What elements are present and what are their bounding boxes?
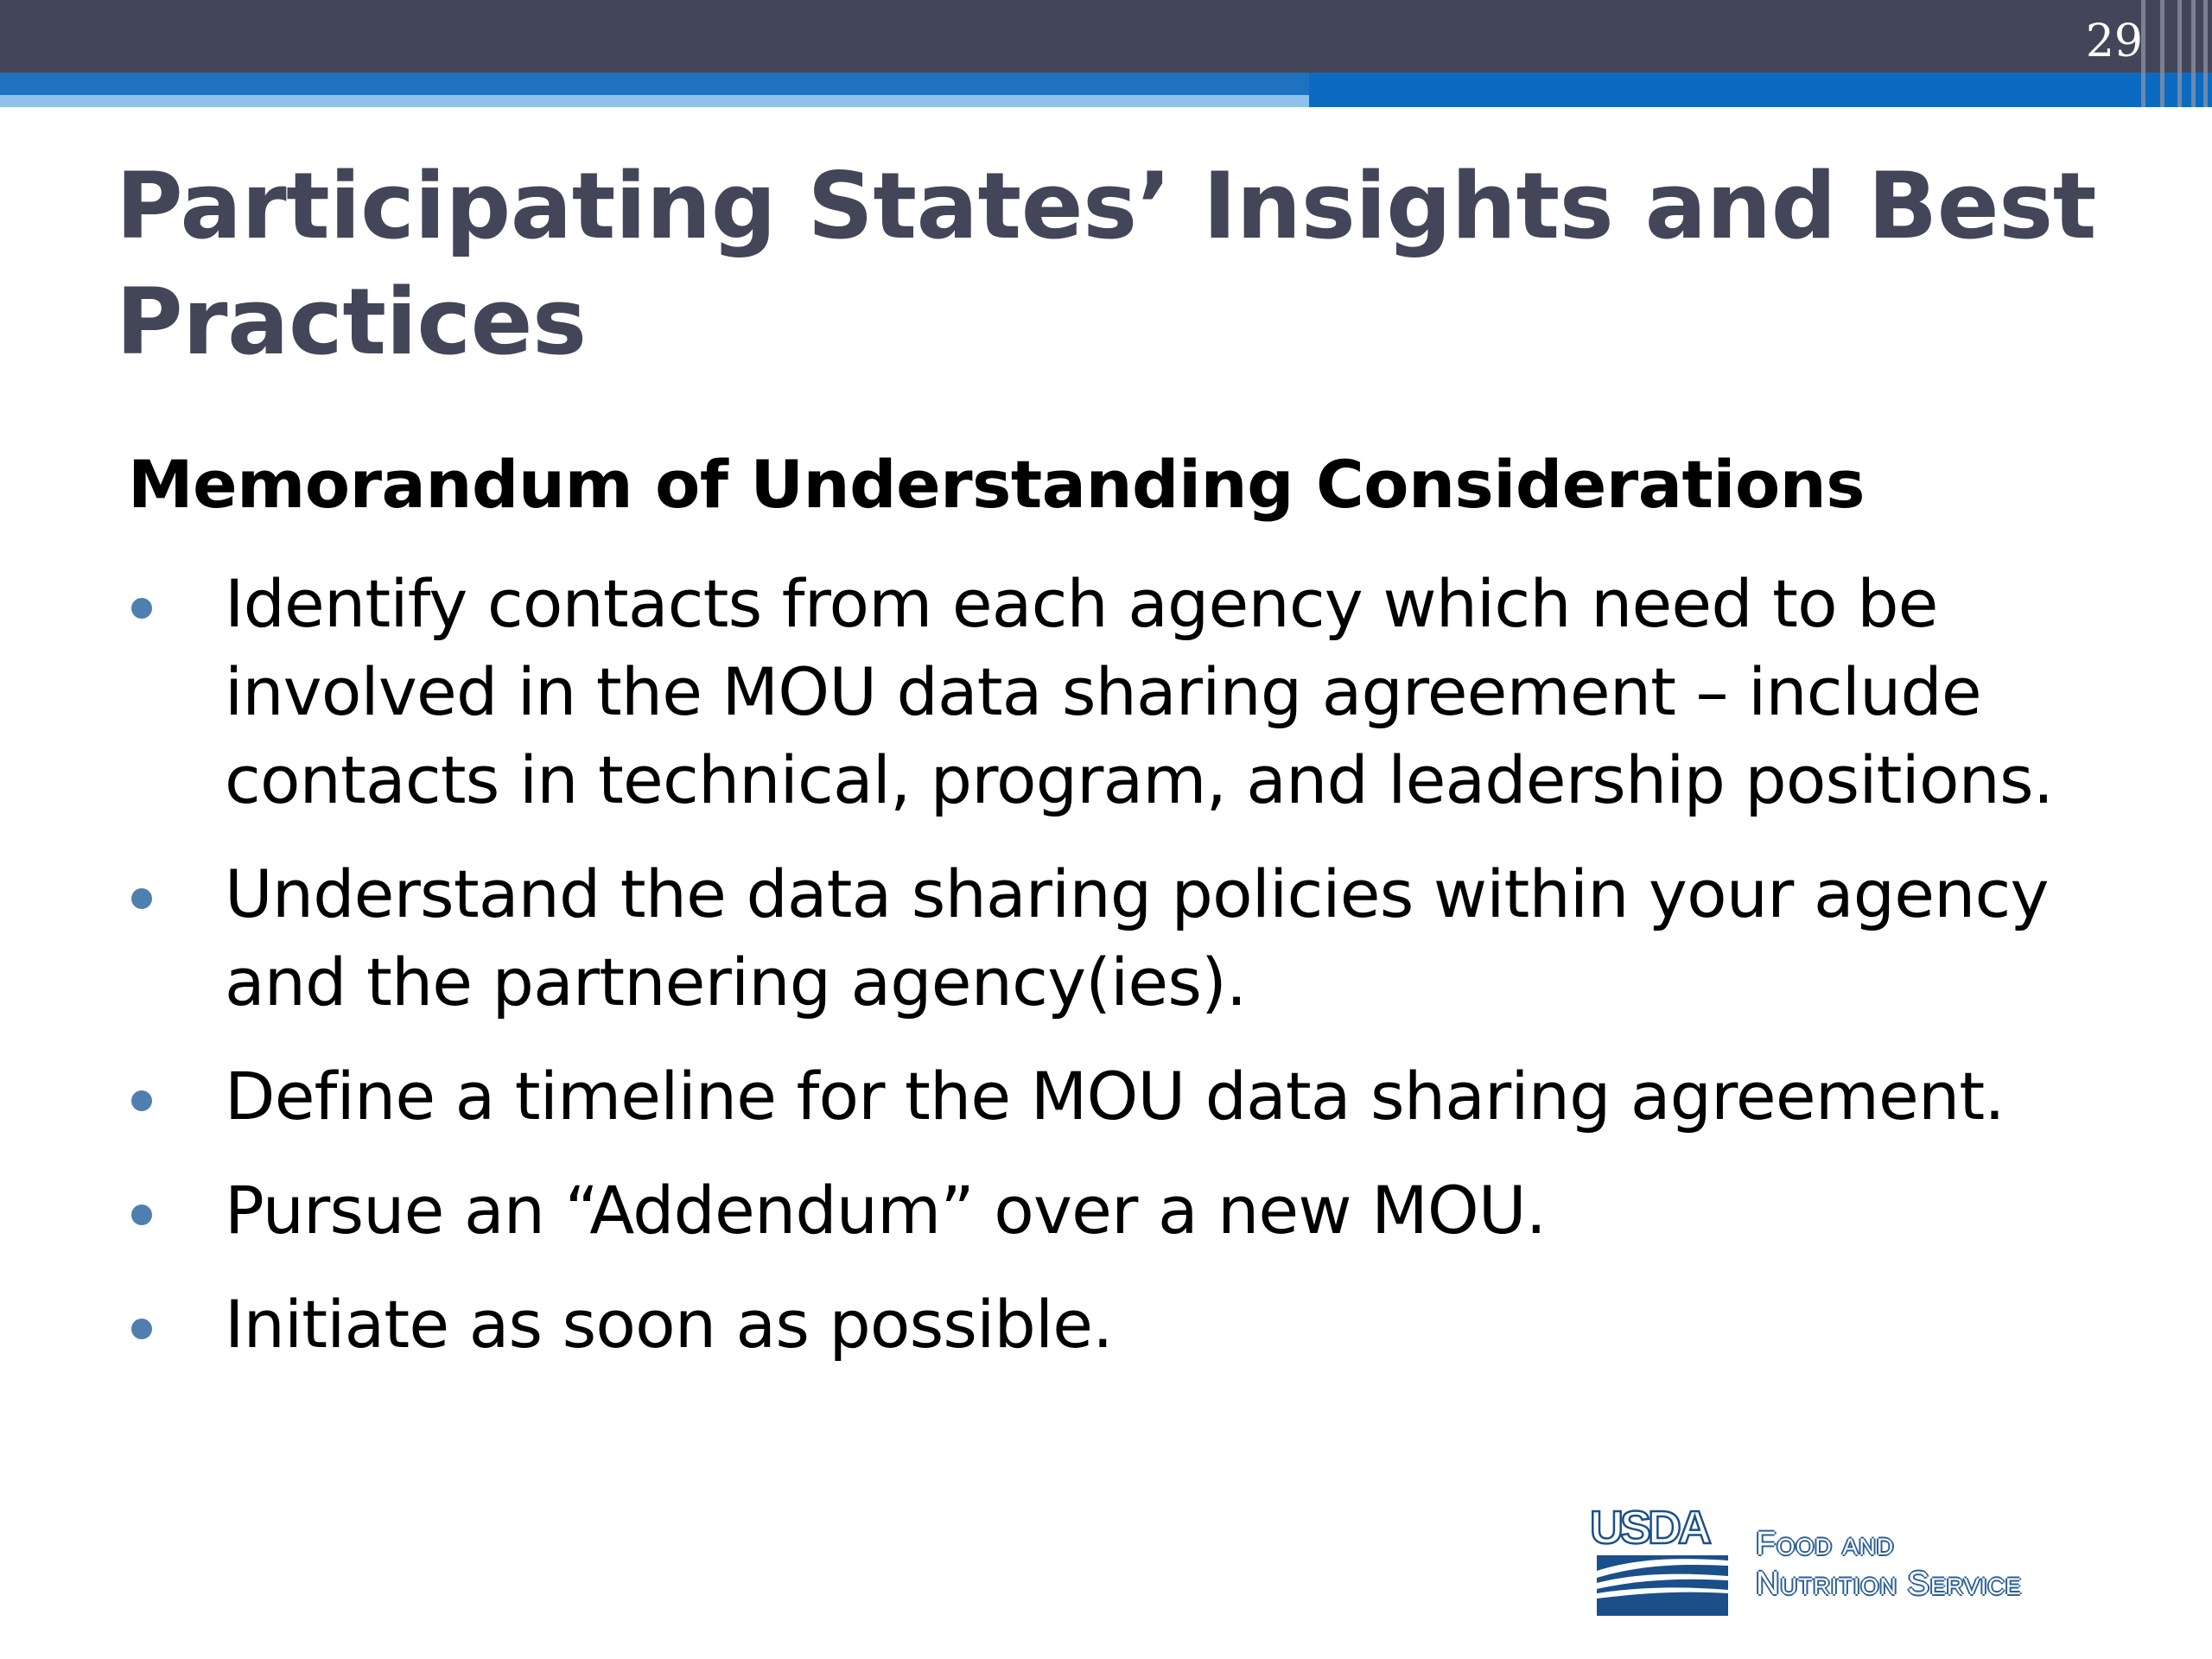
usda-logo-icon: [1590, 1503, 1733, 1618]
bullet-item: [128, 560, 2115, 824]
bullet-text: Initiate as soon as possible.: [225, 1286, 1113, 1363]
bullet-text: Identify contacts from each agency which need to be involved in the MOU data sharing agreement – include contacts in technical, program, and leadership positions.: [225, 565, 2054, 818]
bullet-text: Define a timeline for the MOU data sharing agreement.: [225, 1058, 2005, 1135]
header-band: [0, 0, 2212, 73]
header-stripe-light: [0, 73, 1309, 107]
slide-number: 29: [2085, 16, 2143, 67]
logo-line-1: Food and: [1756, 1526, 1895, 1562]
bullet-item: [128, 1052, 2115, 1141]
section-subheading: Memorandum of Understanding Considerations: [128, 446, 1865, 523]
bullet-text: Understand the data sharing policies within your agency and the partnering agency(ies).: [225, 855, 2049, 1020]
header-edge-lines: [2134, 0, 2212, 107]
bullet-dot-icon: [131, 1205, 152, 1225]
bullet-text: Pursue an “Addendum” over a new MOU.: [225, 1172, 1547, 1249]
bullet-item: [128, 850, 2115, 1027]
bullet-dot-icon: [131, 1319, 152, 1339]
logo-line-2: Nutrition Service: [1756, 1566, 2022, 1602]
slide-title: Participating States’ Insights and Best Practices: [116, 153, 2096, 375]
bullet-dot-icon: [131, 888, 152, 909]
header-stripe-dark: [1309, 73, 2212, 107]
logo-agency-text: [1756, 1524, 2022, 1604]
bullet-dot-icon: [131, 1090, 152, 1111]
svg-text:USDA: USDA: [1590, 1503, 1709, 1554]
bullet-dot-icon: [131, 598, 152, 619]
bullet-list: [128, 560, 2115, 1395]
bullet-item: [128, 1166, 2115, 1255]
usda-fns-logo: [1590, 1503, 2143, 1624]
bullet-item: [128, 1281, 2115, 1369]
